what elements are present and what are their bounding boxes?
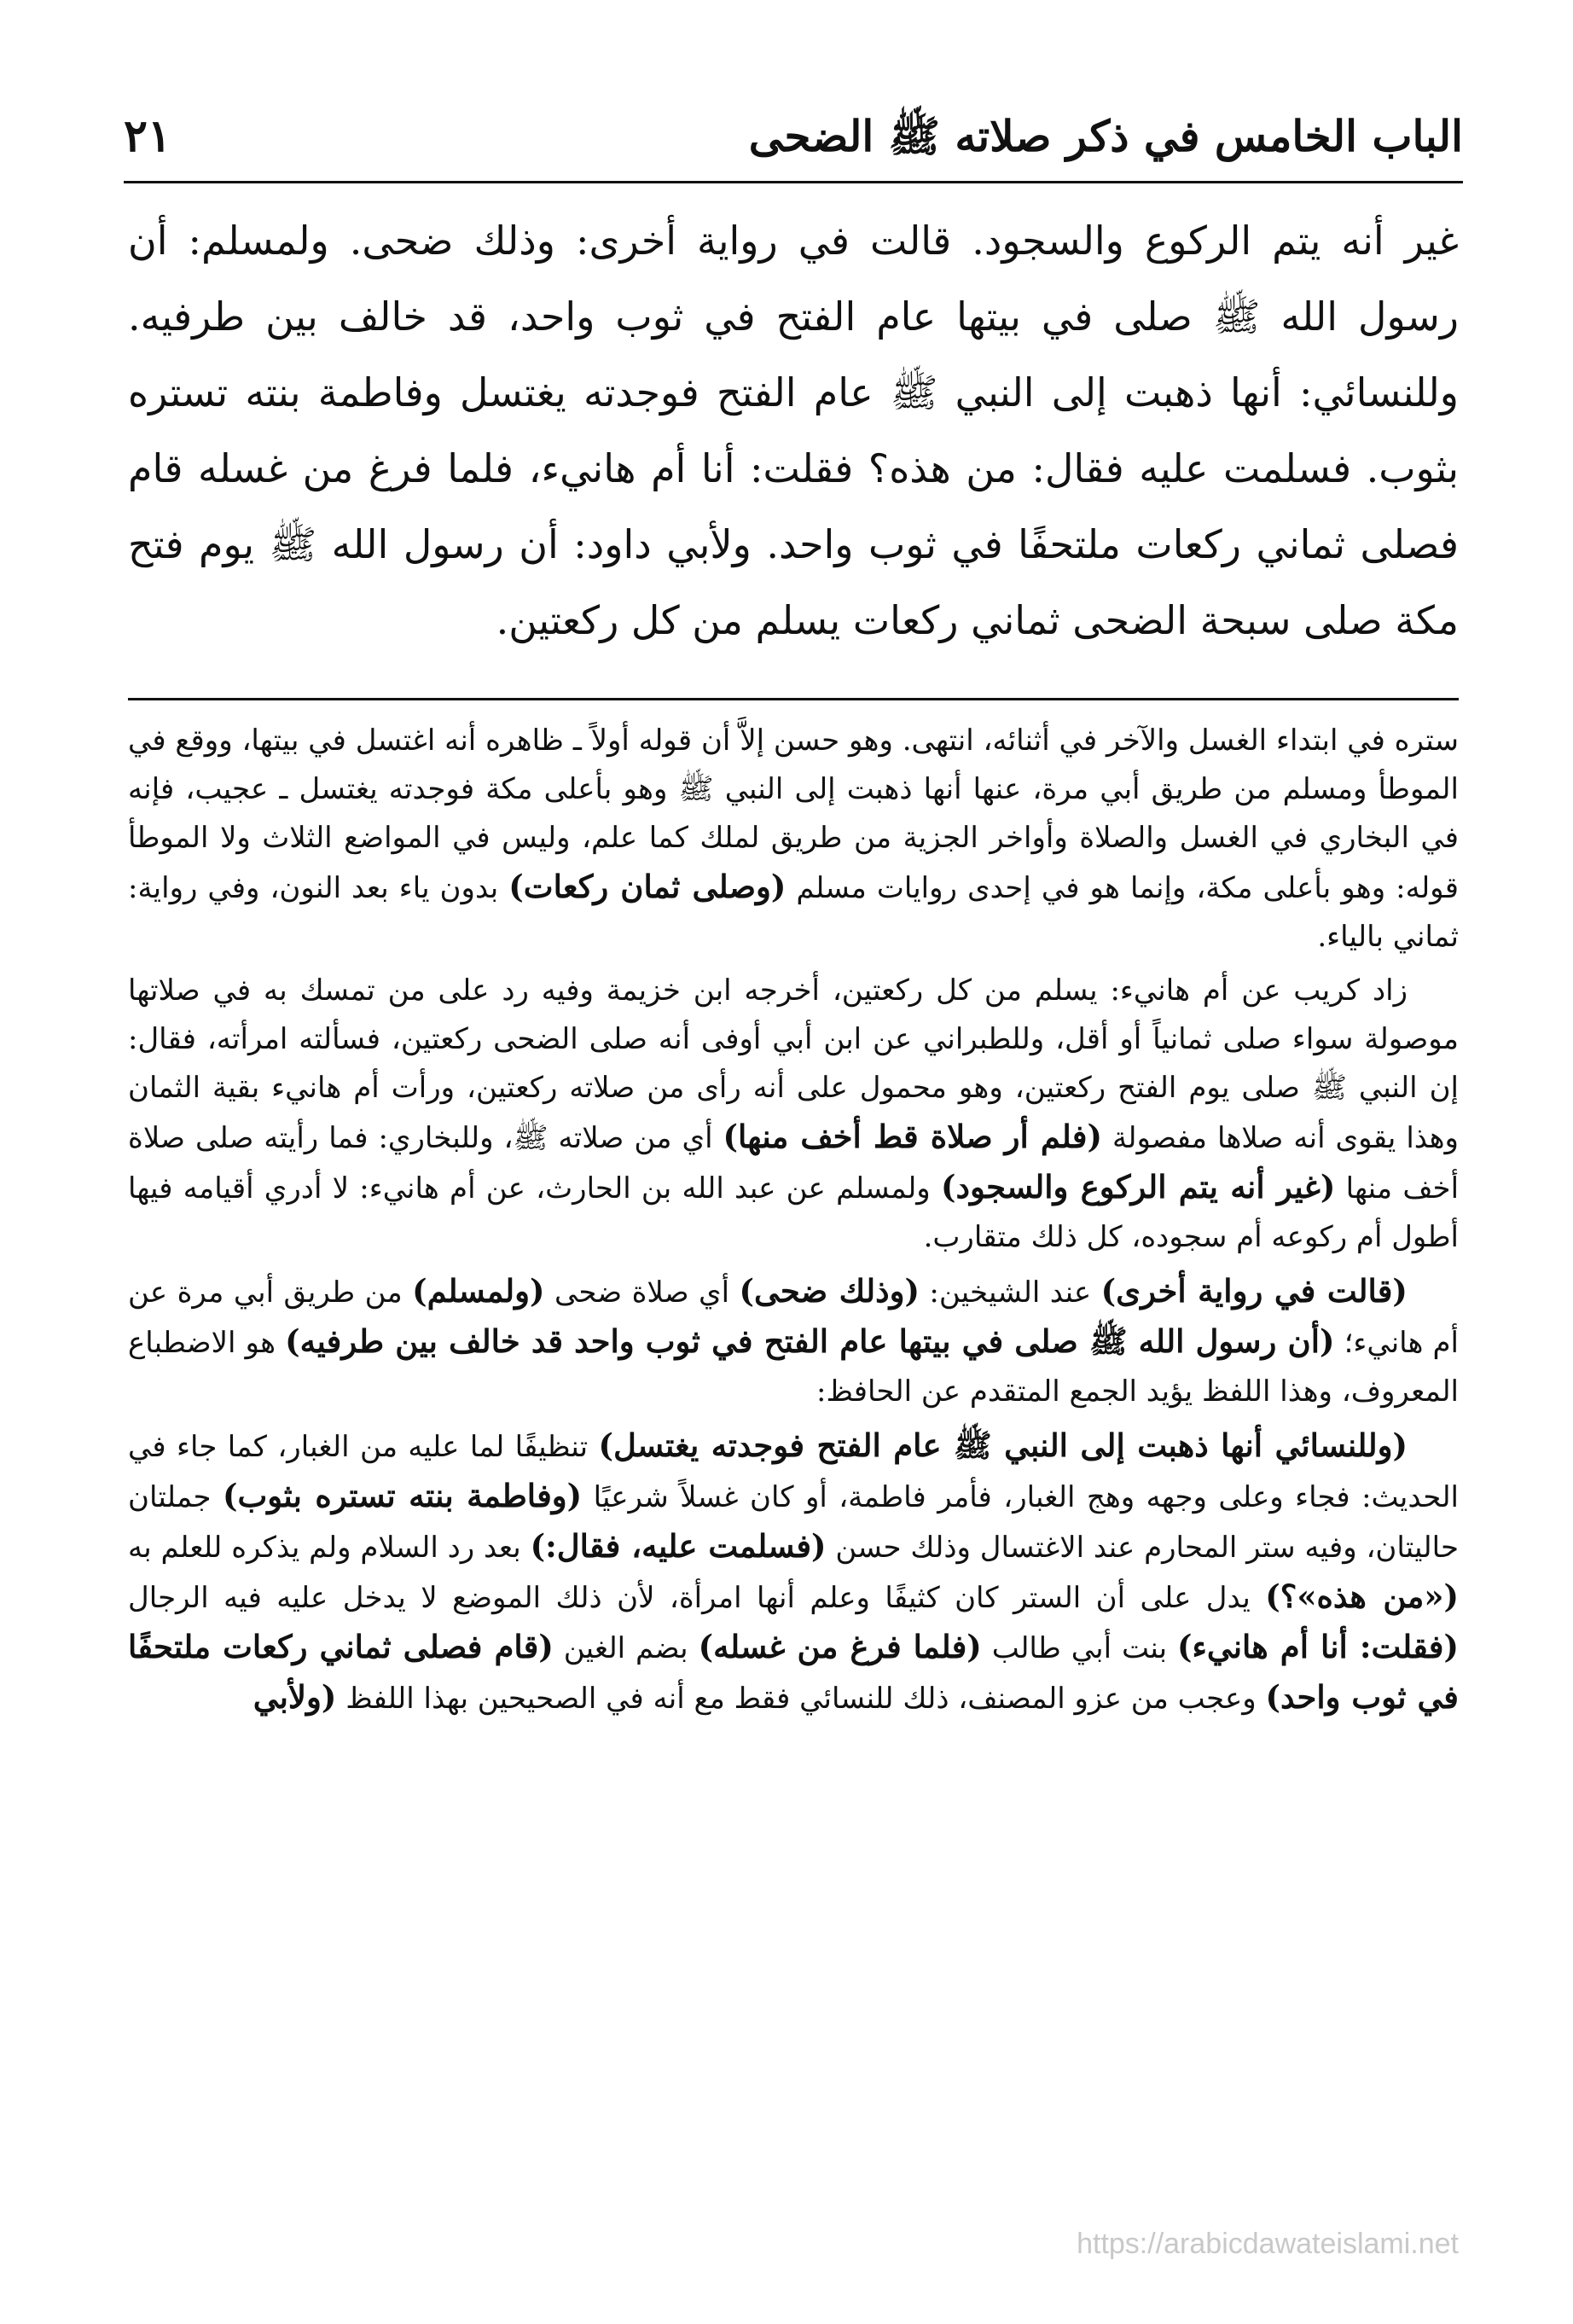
quoted-hadith-phrase: (غير أنه يتم الركوع والسجود) — [940, 1168, 1336, 1206]
quoted-hadith-phrase: (وفاطمة بنته تستره بثوب) — [222, 1477, 583, 1514]
source-watermark: https://arabicdawateislami.net — [1077, 2228, 1459, 2260]
commentary-text-run: أي صلاة ضحى — [554, 1275, 730, 1310]
commentary-text-run: ستره في ابتداء الغسل والآخر في أثنائه، انتهى. وهو حسن إلاَّ أن قوله أولاً ـ ظاهره أنه اغتسل في بيتها، ووقع في الموطأ ومسلم من طريق أبي مرة، عنها أنها ذهبت إلى النبي ﷺ وهو بأعلى مكة فوجدته يغتسل ـ عجيب، فإنه في البخاري في الغسل والصلاة وأواخر الجزية من طريق لملك كما علم، وليس في المواضع الثلاث ولا الموطأ قوله: وهو بأعلى مكة، وإنما هو في إحدى روايات مسلم — [128, 723, 1459, 905]
commentary-paragraph — [128, 967, 1459, 1262]
quoted-hadith-phrase: (أن رسول الله ﷺ صلى في بيتها عام الفتح في ثوب واحد قد خالف بين طرفيه) — [285, 1322, 1335, 1360]
quoted-hadith-phrase: (فلم أر صلاة قط أخف منها) — [723, 1118, 1102, 1155]
commentary-text-run: بنت أبي طالب — [991, 1631, 1168, 1665]
commentary-text-run: يدل على أن الستر كان كثيفًا وعلم أنها امرأة، لأن ذلك الموضع لا يدخل عليه فيه الرجال — [128, 1581, 1251, 1615]
quoted-hadith-phrase: (وذلك ضحى) — [739, 1272, 920, 1310]
commentary-text-run: عند الشيخين: — [929, 1275, 1092, 1310]
commentary-text-run: بعد رد السلام ولم يذكره للعلم به — [128, 1531, 521, 1565]
header-divider — [124, 181, 1463, 183]
commentary-text-run: ولمسلم عن عبد الله بن الحارث، عن أم هانيء: لا أدري أقيامه فيها أطول أم ركوعه أم سجوده، كل ذلك متقارب. — [128, 1171, 1459, 1254]
commentary-text-run: وعجب من عزو المصنف، ذلك للنسائي فقط مع أنه في الصحيحين بهذا اللفظ — [345, 1682, 1257, 1716]
quoted-hadith-phrase: (وصلى ثمان ركعات) — [508, 868, 786, 905]
commentary-text-run: من طريق أبي مرة عن أم هانيء؛ — [128, 1275, 1459, 1360]
quoted-hadith-phrase: (قام فصلى ثماني ركعات ملتحفًا في ثوب واحد) — [128, 1628, 1459, 1716]
page-header — [124, 102, 1463, 179]
commentary-text-run: أي من صلاته ﷺ، وللبخاري: فما رأيته صلى صلاة أخف منها — [128, 1121, 1460, 1206]
commentary-paragraph — [128, 717, 1459, 962]
chapter-title: الباب الخامس في ذكر صلاته ﷺ الضحى — [748, 111, 1463, 161]
commentary-text — [128, 717, 1459, 2227]
quoted-hadith-phrase: (وللنسائي أنها ذهبت إلى النبي ﷺ عام الفتح فوجدته يغتسل) — [598, 1426, 1408, 1464]
page-number: ٢١ — [124, 110, 171, 162]
quoted-hadith-phrase: (ولأبي — [252, 1678, 337, 1716]
main-hadith-text — [128, 203, 1459, 681]
commentary-text-run: زاد كريب عن أم هانيء: يسلم من كل ركعتين، أخرجه ابن خزيمة وفيه رد على من تمسك به في صلاتها موصولة سواء صلى ثمانياً أو أقل، وللطبراني عن ابن أبي أوفى أنه صلى الضحى ركعتين، فسألته امرأته، فقال: إن النبي ﷺ صلى يوم الفتح ركعتين، وهو محمول على أنه رأى من صلاته ركعتين، ورأت أم هانيء بقية الثمان وهذا يقوى أنه صلاها مفصولة — [128, 973, 1459, 1155]
quoted-hadith-phrase: («من هذه»؟) — [1265, 1577, 1459, 1615]
commentary-text-run: بدون ياء بعد النون، وفي رواية: ثماني بالياء. — [128, 871, 1459, 954]
quoted-hadith-phrase: (فلما فرغ من غسله) — [698, 1628, 982, 1665]
quoted-hadith-phrase: (ولمسلم) — [412, 1272, 545, 1310]
main-paragraph: غير أنه يتم الركوع والسجود. قالت في رواية أخرى: وذلك ضحى. ولمسلم: أن رسول الله ﷺ صلى في بيتها عام الفتح في ثوب واحد، قد خالف بين طرفيه. وللنسائي: أنها ذهبت إلى النبي ﷺ عام الفتح فوجدته يغتسل وفاطمة بنته تستره بثوب. فسلمت عليه فقال: من هذه؟ فقلت: أنا أم هانيء، فلما فرغ من غسله قام فصلى ثماني ركعات ملتحفًا في ثوب واحد. ولأبي داود: أن رسول الله ﷺ يوم فتح مكة صلى سبحة الضحى ثماني ركعات يسلم من كل ركعتين. — [128, 218, 1459, 643]
quoted-hadith-phrase: (قالت في رواية أخرى) — [1100, 1272, 1408, 1310]
quoted-hadith-phrase: (فسلمت عليه، فقال:) — [530, 1527, 827, 1565]
commentary-paragraph — [128, 1267, 1459, 1416]
commentary-divider — [128, 698, 1459, 700]
commentary-text-run: هو الاضطباع المعروف، وهذا اللفظ يؤيد الجمع المتقدم عن الحافظ: — [128, 1326, 1459, 1409]
commentary-text-run: جملتان حاليتان، وفيه ستر المحارم عند الاغتسال وذلك حسن — [128, 1480, 1459, 1565]
commentary-paragraph — [128, 1421, 1459, 1723]
commentary-text-run: بضم الغين — [563, 1631, 688, 1665]
commentary-text-run: تنظيفًا لما عليه من الغبار، كما جاء في الحديث: فجاء وعلى وجهه وهج الغبار، فأمر فاطمة، أو كان غسلاً شرعيًا — [128, 1430, 1459, 1514]
quoted-hadith-phrase: (فقلت: أنا أم هانيء) — [1176, 1628, 1459, 1665]
